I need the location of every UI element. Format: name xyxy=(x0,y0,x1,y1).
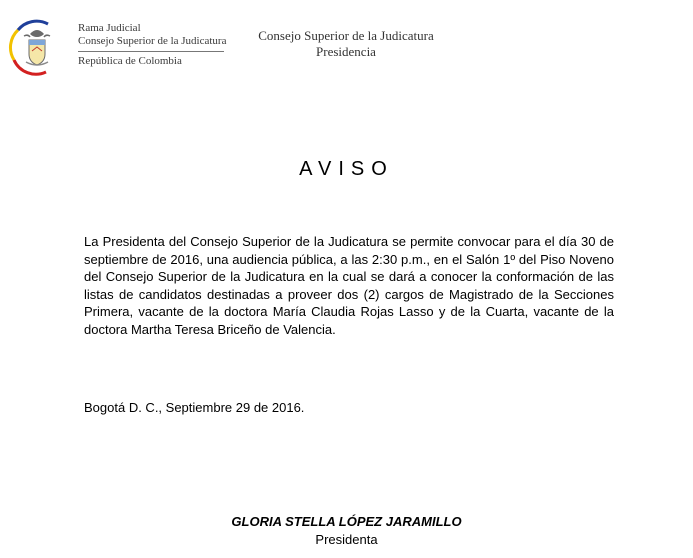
colombia-coat-of-arms-icon xyxy=(8,18,66,76)
header-office-name: Consejo Superior de la Judicatura xyxy=(258,28,434,43)
signer-role: Presidenta xyxy=(315,532,378,547)
institution-logo xyxy=(8,14,228,74)
header-office-unit: Presidencia xyxy=(316,44,376,59)
notice-date: Bogotá D. C., Septiembre 29 de 2016. xyxy=(84,400,305,415)
document-title: AVISO xyxy=(299,158,394,180)
notice-body: La Presidenta del Consejo Superior de la Judicatura se permite convocar para el día 30 de septiembre de 2016, una audiencia pública, a las 2:30 p.m., en el Salón 1º del Piso Noveno del Consejo Superior de la Judicatura en la cual se dará a conocer la conformación de las listas de candidatos destinadas a proveer dos (2) cargos de Magistrado de la Secciones Primera, vacante de la doctora María Claudia Rojas Lasso y de la Cuarta, vacante de la doctora Martha Teresa Briceño de Valencia. xyxy=(84,234,614,337)
logo-line-rama-judicial: Rama Judicial xyxy=(78,22,141,34)
header-office xyxy=(240,28,452,60)
logo-divider xyxy=(78,51,224,52)
logo-line-republica: República de Colombia xyxy=(78,55,182,67)
logo-line-consejo: Consejo Superior de la Judicatura xyxy=(78,35,227,47)
signer-name: GLORIA STELLA LÓPEZ JARAMILLO xyxy=(231,514,462,529)
